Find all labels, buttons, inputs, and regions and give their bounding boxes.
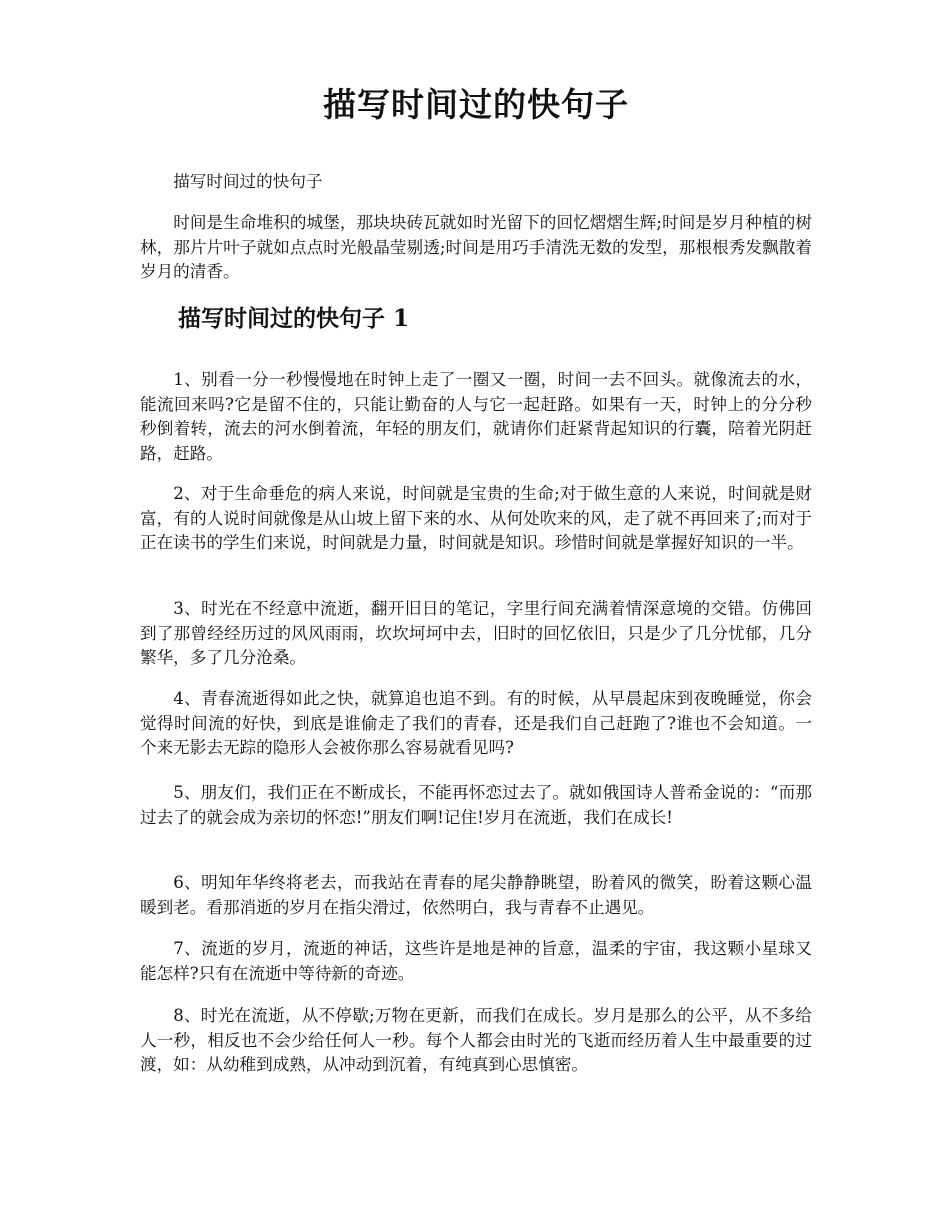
document-title: 描写时间过的快句子 xyxy=(323,85,629,124)
list-item: 1、别看一分一秒慢慢地在时钟上走了一圈又一圈，时间一去不回头。就像流去的水，能流回来吗?它是留不住的，只能让勤奋的人与它一起赶路。如果有一天，时钟上的分分秒秒倒着转，流去的河水倒着流，年轻的朋友们，就请你们赶紧背起知识的行囊，陪着光阴赶路，赶路。 xyxy=(140,370,812,463)
list-item: 5、朋友们，我们正在不断成长，不能再怀恋过去了。就如俄国诗人普希金说的：“而那过去了的就会成为亲切的怀恋!”朋友们啊!记住!岁月在流逝，我们在成长! xyxy=(140,783,812,827)
list-item: 2、对于生命垂危的病人来说，时间就是宝贵的生命;对于做生意的人来说，时间就是财富，有的人说时间就像是从山坡上留下来的水、从何处吹来的风，走了就不再回来了;而对于正在读书的学生们来说，时间就是力量，时间就是知识。珍惜时间就是掌握好知识的一半。 xyxy=(140,484,812,552)
intro-paragraph: 时间是生命堆积的城堡，那块块砖瓦就如时光留下的回忆熠熠生辉;时间是岁月种植的树林，那片片叶子就如点点时光般晶莹剔透;时间是用巧手清洗无数的发型，那根根秀发飘散着岁月的清香。 xyxy=(140,213,812,281)
list-item: 8、时光在流逝，从不停歇;万物在更新，而我们在成长。岁月是那么的公平，从不多给人一秒，相反也不会少给任何人一秒。每个人都会由时光的飞逝而经历着人生中最重要的过渡，如：从幼稚到成熟，从冲动到沉着，有纯真到心思慎密。 xyxy=(140,1006,812,1074)
list-item: 4、青春流逝得如此之快，就算追也追不到。有的时候，从早晨起床到夜晚睡觉，你会觉得时间流的好快，到底是谁偷走了我们的青春，还是我们自己赶跑了?谁也不会知道。一个来无影去无踪的隐形人会被你那么容易就看见吗? xyxy=(140,689,812,757)
list-item: 7、流逝的岁月，流逝的神话，这些许是地是神的旨意，温柔的宇宙，我这颗小星球又能怎样?只有在流逝中等待新的奇迹。 xyxy=(140,939,812,983)
subtitle-line: 描写时间过的快句子 xyxy=(173,172,323,191)
list-item: 3、时光在不经意中流逝，翻开旧日的笔记，字里行间充满着情深意境的交错。仿佛回到了那曾经经历过的风风雨雨，坎坎坷坷中去，旧时的回忆依旧，只是少了几分忧郁，几分繁华，多了几分沧桑。 xyxy=(140,599,812,667)
list-item: 6、明知年华终将老去，而我站在青春的尾尖静静眺望，盼着风的微笑，盼着这颗心温暖到老。看那消逝的岁月在指尖滑过，依然明白，我与青春不止遇见。 xyxy=(140,873,812,917)
section-heading: 描写时间过的快句子 1 xyxy=(178,305,410,332)
